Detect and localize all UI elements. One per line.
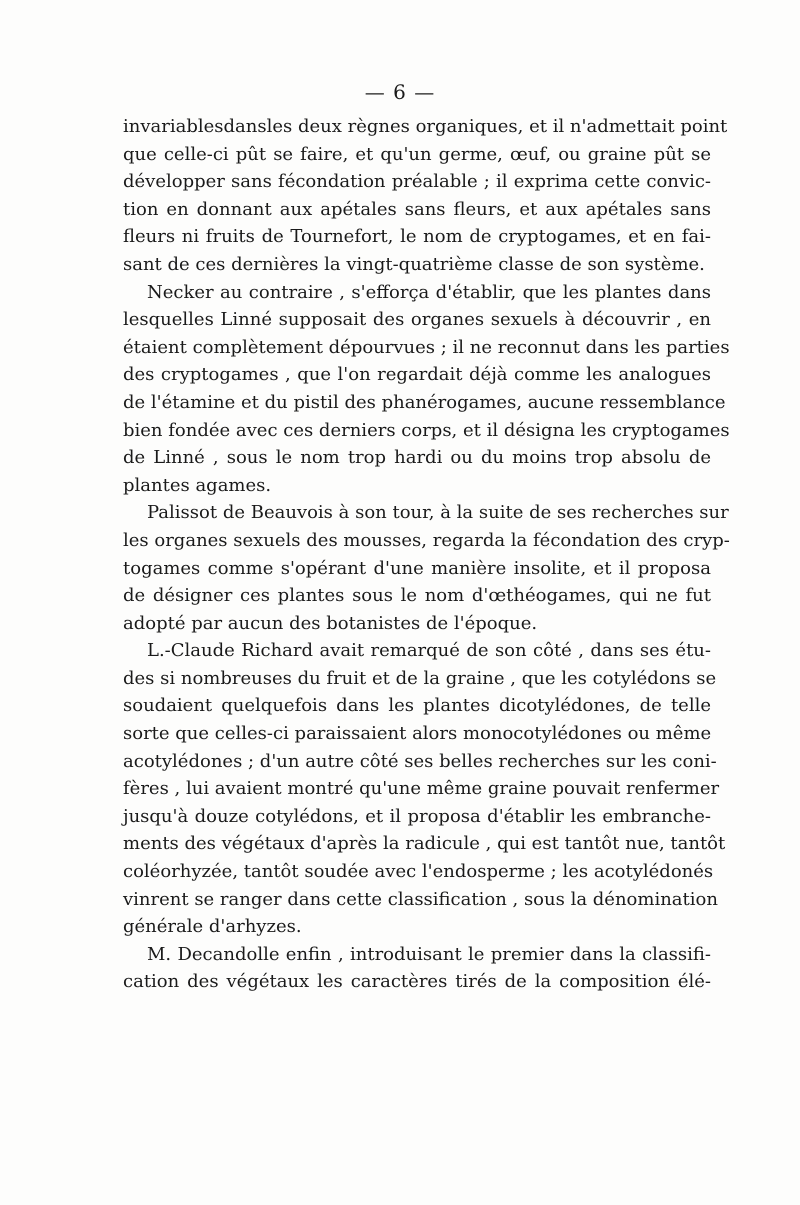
text-line: invariablesdansles deux règnes organiques, et il n'admettait point — [123, 116, 728, 137]
text-line: sant de ces dernières la vingt-quatrième classe de son système. — [123, 253, 705, 275]
text-line: sorte que celles-ci paraissaient alors monocotylédones ou même — [123, 723, 712, 745]
text-line: des si nombreuses du fruit et de la graine , que les cotylédons se — [123, 667, 717, 689]
text-line: coléorhyzée, tantôt soudée avec l'endosperme ; les acotylédonés — [123, 861, 714, 883]
text-line: que celle-ci pût se faire, et qu'un germe, œuf, ou graine pût se — [123, 143, 711, 165]
text-line: de l'étamine et du pistil des phanérogames, aucune ressemblance — [123, 391, 726, 413]
text-line: Necker au contraire , s'efforça d'établir, que les plantes dans — [147, 281, 711, 303]
text-line: ments des végétaux d'après la radicule , qui est tantôt nue, tantôt — [123, 833, 726, 855]
text-line: soudaient quelquefois dans les plantes dicotylédones, de telle — [123, 695, 711, 717]
text-line: étaient complètement dépourvues ; il ne reconnut dans les parties — [123, 336, 730, 358]
text-line: lesquelles Linné supposait des organes sexuels à découvrir , en — [123, 309, 711, 331]
text-line: de Linné , sous le nom trop hardi ou du moins trop absolu de — [123, 447, 711, 469]
body-text — [123, 113, 730, 996]
text-line: générale d'arhyzes. — [123, 916, 302, 938]
text-line: plantes agames. — [123, 474, 272, 496]
text-line: acotylédones ; d'un autre côté ses belles recherches sur les coni- — [123, 750, 717, 772]
text-line: adopté par aucun des botanistes de l'époque. — [123, 612, 538, 634]
text-line: fères , lui avaient montré qu'une même graine pouvait renfermer — [123, 778, 720, 800]
page-number: — 6 — — [364, 80, 436, 104]
text-line: L.-Claude Richard avait remarqué de son côté , dans ses étu- — [147, 640, 711, 662]
text-line: jusqu'à douze cotylédons, et il proposa d'établir les embranche- — [123, 805, 711, 827]
text-line: M. Decandolle enfin , introduisant le premier dans la classifi- — [147, 943, 711, 965]
text-line: bien fondée avec ces derniers corps, et il désigna les cryptogames — [123, 419, 730, 441]
text-line: cation des végétaux les caractères tirés de la composition élé- — [123, 971, 711, 993]
text-line: de désigner ces plantes sous le nom d'œthéogames, qui ne fut — [123, 585, 711, 607]
text-line: Palissot de Beauvois à son tour, à la suite de ses recherches sur — [147, 502, 729, 524]
text-line: des cryptogames , que l'on regardait déjà comme les analogues — [123, 364, 711, 386]
text-line: tion en donnant aux apétales sans fleurs, et aux apétales sans — [123, 198, 711, 220]
text-line: les organes sexuels des mousses, regarda la fécondation des cryp- — [123, 529, 730, 551]
text-line: fleurs ni fruits de Tournefort, le nom de cryptogames, et en fai- — [123, 226, 711, 248]
text-line: togames comme s'opérant d'une manière insolite, et il proposa — [123, 557, 711, 579]
text-line: développer sans fécondation préalable ; il exprima cette convic- — [123, 171, 711, 193]
text-line: vinrent se ranger dans cette classification , sous la dénomination — [123, 888, 718, 910]
